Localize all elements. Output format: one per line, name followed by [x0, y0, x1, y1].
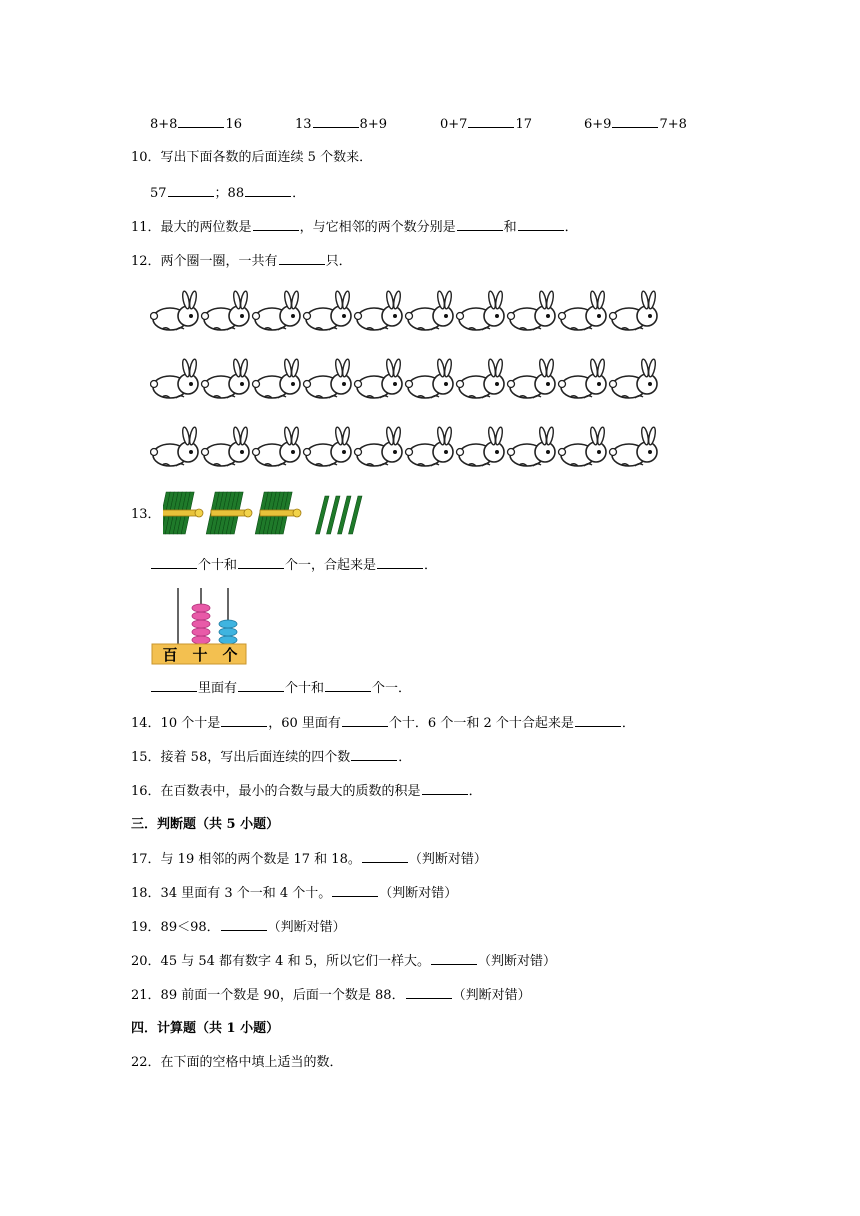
rabbit-icon [508, 291, 556, 330]
stick-bundle-icon [206, 492, 252, 534]
rabbit-icon [304, 359, 352, 398]
question-17: 17．与 19 相邻的两个数是 17 和 18。 （判断对错） [131, 852, 487, 867]
question-10: 10．写出下面各数的后面连续 5 个数来． [131, 150, 373, 165]
compare-item-1: 8+8 16 [150, 117, 242, 132]
section-heading-judgment: 三．判断题（共 5 小题） [131, 817, 280, 832]
question-13-line1: 个十和 个一，合起来是 ． [150, 556, 437, 575]
question-16: 16．在百数表中，最小的合数与最大的质数的积是 ． [131, 784, 482, 799]
answer-blank[interactable] [612, 115, 658, 128]
rabbit-icon [253, 359, 301, 398]
answer-blank[interactable] [245, 184, 291, 197]
rabbit-icon [151, 291, 199, 330]
rabbit-icon [355, 359, 403, 398]
ones-bead [219, 620, 237, 628]
single-stick-icon [349, 496, 362, 534]
answer-blank[interactable] [351, 748, 397, 761]
answer-blank[interactable] [575, 714, 621, 727]
answer-blank[interactable] [362, 850, 408, 863]
question-22: 22．在下面的空格中填上适当的数． [131, 1055, 343, 1070]
answer-blank[interactable] [221, 714, 267, 727]
rabbit-icon [253, 291, 301, 330]
answer-blank[interactable] [238, 556, 284, 569]
rabbit-icon [508, 359, 556, 398]
ones-beads [219, 620, 237, 644]
stick-bundles-svg [163, 488, 383, 540]
abacus-label-ones: 个 [222, 646, 238, 664]
rabbit-icon [406, 427, 454, 466]
rabbit-icon [457, 427, 505, 466]
stick-bundle-icon [163, 492, 203, 534]
rabbit-icon [610, 359, 658, 398]
question-19: 19．89＜98． （判断对错） [131, 920, 346, 935]
tens-beads [192, 604, 210, 644]
rabbit-icon [559, 427, 607, 466]
question-14: 14．10 个十是 ，60 里面有 个十．6 个一和 2 个十合起来是 ． [131, 716, 635, 731]
rabbit-icon [457, 291, 505, 330]
rabbit-icon [406, 291, 454, 330]
rabbit-icon [559, 291, 607, 330]
abacus-svg [150, 586, 250, 668]
answer-blank[interactable] [178, 115, 224, 128]
answer-blank[interactable] [518, 218, 564, 231]
answer-blank[interactable] [406, 986, 452, 999]
single-stick-icon [316, 496, 329, 534]
rabbit-icon [202, 359, 250, 398]
tens-bead [192, 628, 210, 636]
rabbit-icon [457, 359, 505, 398]
rabbit-icon [610, 427, 658, 466]
question-11: 11．最大的两位数是 ，与它相邻的两个数分别是 和 ． [131, 220, 578, 235]
rabbit-icon [253, 427, 301, 466]
tens-bead [192, 636, 210, 644]
question-13-number: 13． [131, 507, 161, 522]
question-10-answers: 57 ；88 ． [150, 186, 306, 201]
rabbit-grid-image [150, 286, 670, 476]
compare-item-2: 13 8+9 [295, 117, 387, 132]
rabbit-icon [304, 291, 352, 330]
tens-bead [192, 620, 210, 628]
rabbit-icon [610, 291, 658, 330]
compare-item-3: 0+7 17 [440, 117, 532, 132]
compare-item-4: 6+9 7+8 [584, 117, 687, 132]
answer-blank[interactable] [151, 556, 197, 569]
answer-blank[interactable] [468, 115, 514, 128]
answer-blank[interactable] [422, 782, 468, 795]
ones-bead [219, 636, 237, 644]
abacus-label-hundreds: 百 [162, 646, 178, 664]
rabbit-icon [202, 427, 250, 466]
answer-blank[interactable] [332, 884, 378, 897]
rabbit-icon [151, 427, 199, 466]
rabbit-icon [202, 291, 250, 330]
answer-blank[interactable] [431, 952, 477, 965]
rabbit-icon [355, 427, 403, 466]
answer-blank[interactable] [313, 115, 359, 128]
stick-bundle-icon [255, 492, 301, 534]
ones-bead [219, 628, 237, 636]
answer-blank[interactable] [325, 679, 371, 692]
question-12: 12．两个圈一圈，一共有 只． [131, 254, 352, 269]
rabbit-icon [304, 427, 352, 466]
answer-blank[interactable] [253, 218, 299, 231]
single-stick-icon [327, 496, 340, 534]
section-heading-calculation: 四．计算题（共 1 小题） [131, 1021, 280, 1036]
stick-bundles-image [163, 488, 383, 540]
single-stick-icon [338, 496, 351, 534]
question-21: 21．89 前面一个数是 90，后面一个数是 88． （判断对错） [131, 988, 531, 1003]
rabbit-icon [406, 359, 454, 398]
question-13-line2: 里面有 个十和 个一． [150, 679, 411, 698]
answer-blank[interactable] [238, 679, 284, 692]
question-20: 20．45 与 54 都有数字 4 和 5，所以它们一样大。 （判断对错） [131, 954, 556, 969]
abacus-image [150, 586, 250, 668]
answer-blank[interactable] [168, 184, 214, 197]
question-18: 18．34 里面有 3 个一和 4 个十。 （判断对错） [131, 886, 458, 901]
tens-bead [192, 604, 210, 612]
rabbit-grid [150, 286, 670, 476]
abacus-label-tens: 十 [192, 646, 208, 664]
rabbit-icon [508, 427, 556, 466]
answer-blank[interactable] [151, 679, 197, 692]
question-15: 15．接着 58，写出后面连续的四个数 ． [131, 750, 412, 765]
answer-blank[interactable] [342, 714, 388, 727]
answer-blank[interactable] [457, 218, 503, 231]
answer-blank[interactable] [377, 556, 423, 569]
rabbit-icon [355, 291, 403, 330]
tens-bead [192, 612, 210, 620]
rabbit-icon [151, 359, 199, 398]
answer-blank[interactable] [279, 252, 325, 265]
answer-blank[interactable] [221, 918, 267, 931]
rabbit-icon [559, 359, 607, 398]
